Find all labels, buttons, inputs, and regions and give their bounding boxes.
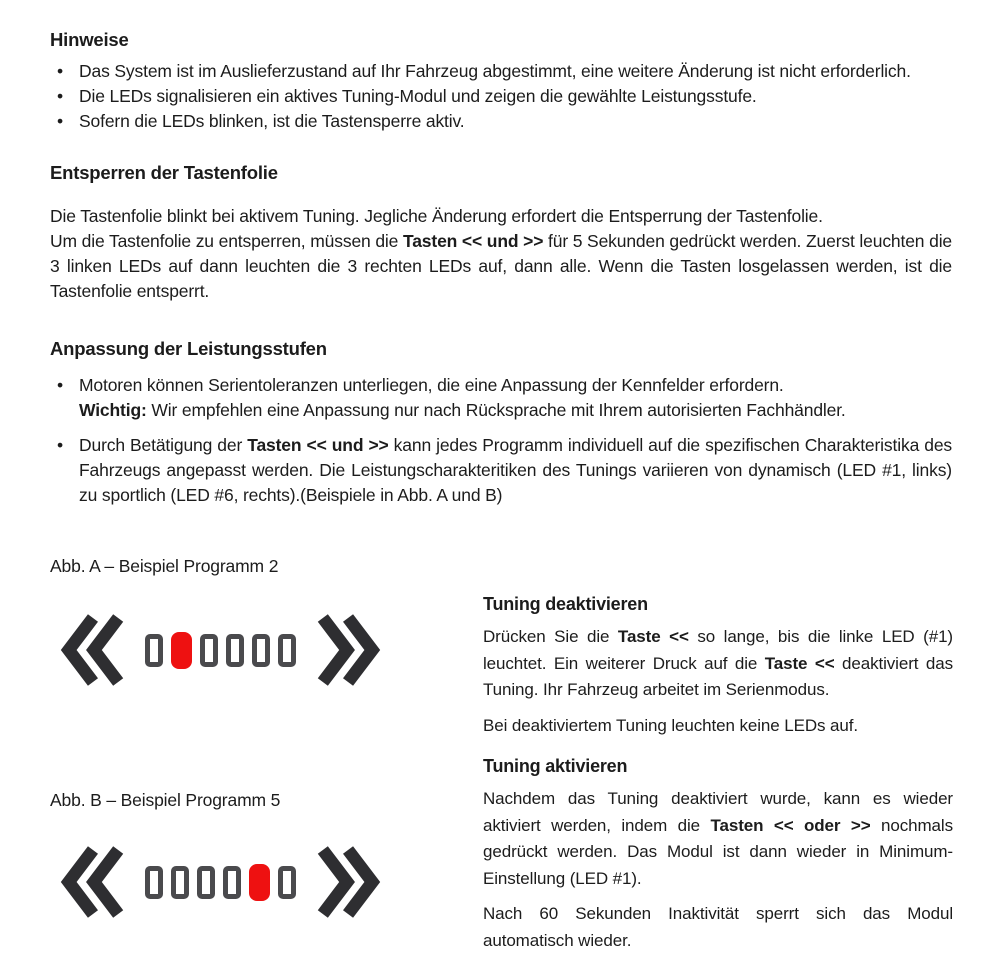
bullet-item: • Das System ist im Auslieferzustand auf Ihr Fahrzeug abgestimmt, eine weitere Änderung ist nicht erforderlich. [50, 59, 952, 84]
led-off [223, 866, 241, 899]
deaktivieren-title: Tuning deaktivieren [483, 594, 648, 614]
deaktivieren-paragraph-1: Drücken Sie die Taste << so lange, bis die linke LED (#1) leuchtet. Ein weiterer Druck auf die Taste << deaktiviert das Tuning. Ihr Fahrzeug arbeitet im Serienmodus. [483, 627, 953, 699]
chevrons-left-icon [60, 614, 124, 686]
led-off [200, 634, 218, 667]
led-off [145, 866, 163, 899]
led-on [171, 632, 192, 669]
led-off [145, 634, 163, 667]
right-column [483, 592, 953, 954]
led-strip [145, 632, 296, 669]
hinweise-bullet-list [50, 59, 952, 134]
led-display-figure-a [60, 614, 381, 686]
anpassung-bullet1-line1: • Motoren können Serientoleranzen unterliegen, die eine Anpassung der Kennfelder erfordern. [79, 375, 784, 395]
led-off [226, 634, 244, 667]
aktivieren-paragraph-2: Nach 60 Sekunden Inaktivität sperrt sich das Modul automatisch wieder. [483, 904, 953, 950]
aktivieren-paragraph-1: Nachdem das Tuning deaktiviert wurde, kann es wieder aktiviert werden, indem die Tasten << oder >> nochmals gedrückt werden. Das Modul ist dann wieder in Minimum-Einstellung (LED #1). [483, 789, 953, 888]
entsperren-intro-line: Die Tastenfolie blinkt bei aktivem Tuning. Jegliche Änderung erfordert die Entsperrung der Tastenfolie. [50, 206, 823, 226]
led-off [252, 634, 270, 667]
chevrons-right-icon [317, 614, 381, 686]
hinweise-title: Hinweise [50, 29, 129, 50]
deaktivieren-paragraph-2: Bei deaktiviertem Tuning leuchten keine LEDs auf. [483, 715, 858, 735]
figure-a-caption: Abb. A – Beispiel Programm 2 [50, 556, 279, 576]
chevrons-left-icon [60, 846, 124, 918]
led-on [249, 864, 270, 901]
led-off [197, 866, 215, 899]
entsperren-title: Entsperren der Tastenfolie [50, 162, 278, 183]
led-off [278, 634, 296, 667]
anpassung-title: Anpassung der Leistungsstufen [50, 338, 327, 359]
section-entsperren [50, 161, 952, 304]
anpassung-bullet1-line2: Wichtig: Wir empfehlen eine Anpassung nur nach Rücksprache mit Ihrem autorisierten Fachhändler. [79, 400, 846, 420]
figure-b-caption: Abb. B – Beispiel Programm 5 [50, 790, 281, 810]
bullet-item [50, 373, 952, 423]
bullet-item: • Die LEDs signalisieren ein aktives Tuning-Modul und zeigen die gewählte Leistungsstufe. [50, 84, 952, 109]
entsperren-body: Um die Tastenfolie zu entsperren, müssen die Tasten << und >> für 5 Sekunden gedrückt werden. Zuerst leuchten die 3 linken LEDs auf dann leuchten die 3 rechten LEDs auf, dann alle. Wenn die Tasten losgelassen werden, ist die Tastenfolie entsperrt. [50, 231, 953, 301]
bullet-item: • Sofern die LEDs blinken, ist die Tastensperre aktiv. [50, 109, 952, 134]
aktivieren-title: Tuning aktivieren [483, 756, 628, 776]
led-display-figure-b [60, 846, 381, 918]
bullet-item: • Durch Betätigung der Tasten << und >> kann jedes Programm individuell auf die spezifischen Charakteristika des Fahrzeugs angepasst werden. Die Leistungscharakteritiken des Tunings variieren von dynamisch (LED #1, links) zu sportlich (LED #6, rechts).(Beispiele in Abb. A und B) [50, 433, 952, 508]
anpassung-bullet-list [50, 373, 952, 508]
section-hinweise [50, 28, 952, 134]
led-off [278, 866, 296, 899]
section-anpassung [50, 337, 952, 508]
chevrons-right-icon [317, 846, 381, 918]
led-off [171, 866, 189, 899]
led-strip [145, 864, 296, 901]
